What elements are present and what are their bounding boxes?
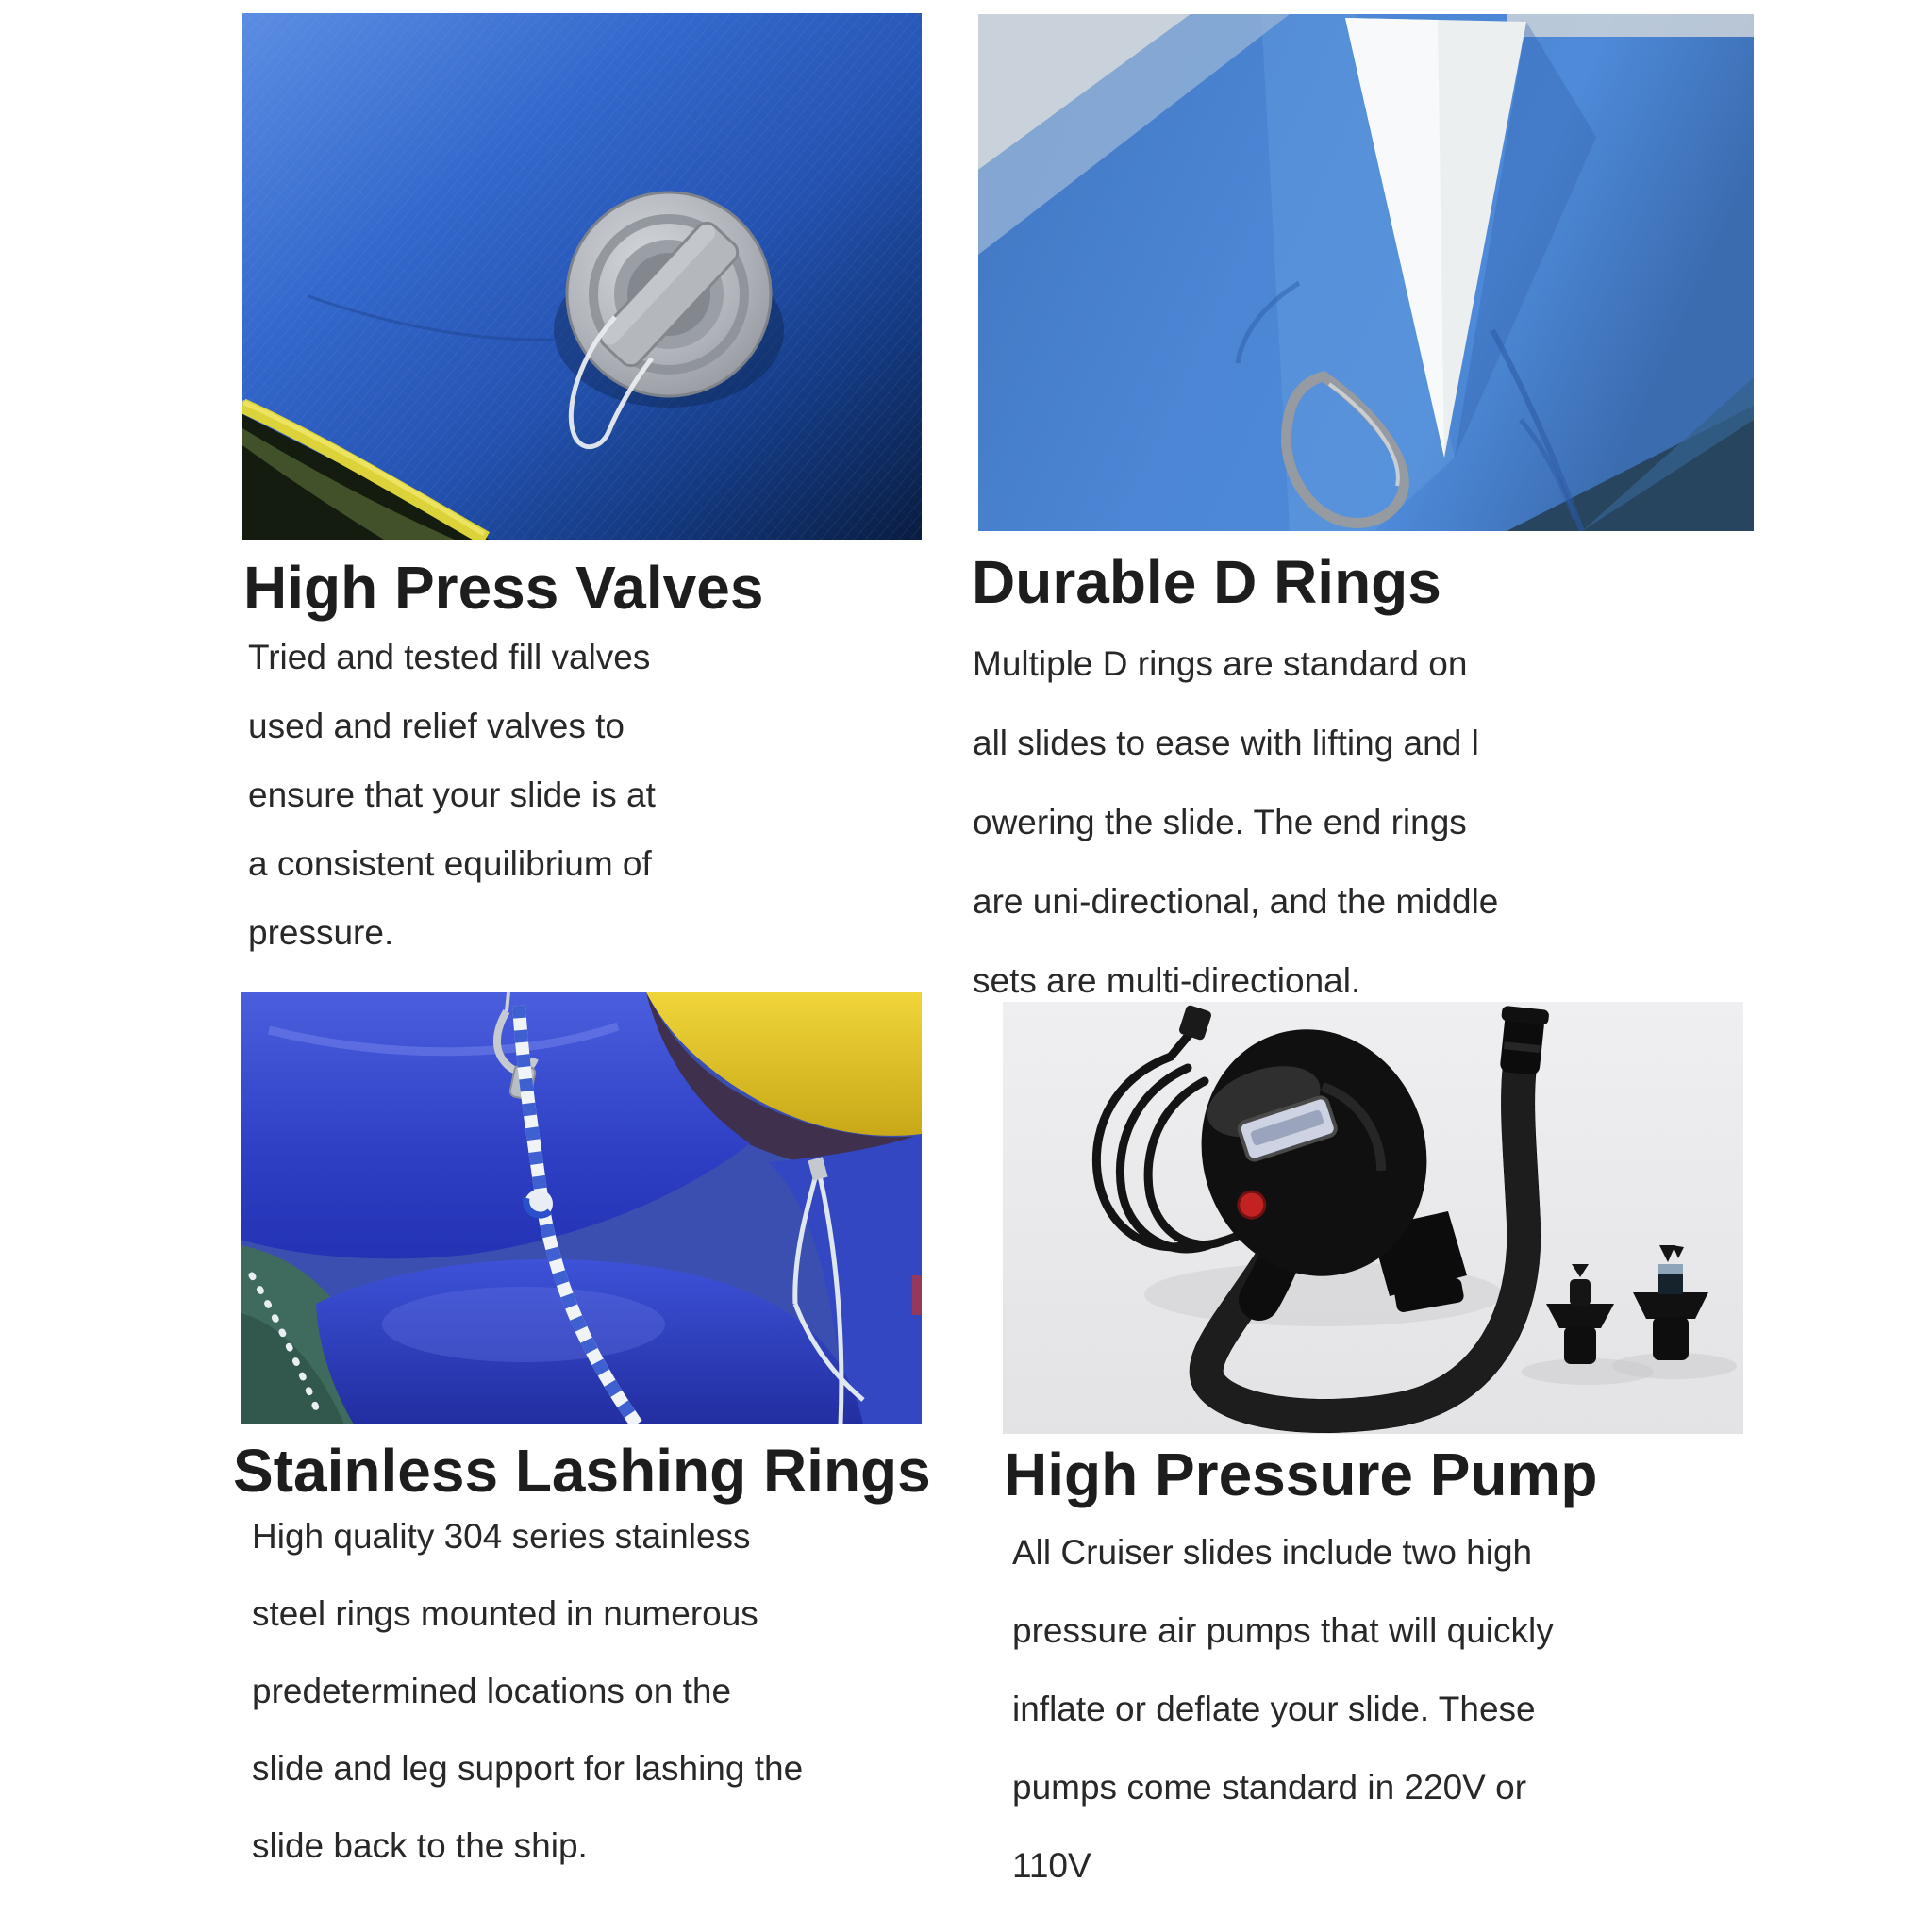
feature-line: sets are multi-directional. [973, 961, 1361, 1000]
section-title-pump: High Pressure Pump [1004, 1441, 1598, 1508]
feature-line: slide and leg support for lashing the [252, 1749, 804, 1788]
d-ring-photo [978, 14, 1754, 531]
feature-line: Tried and tested fill valves [248, 638, 651, 676]
section-title-valves: High Press Valves [243, 554, 764, 622]
feature-line: slide back to the ship. [252, 1826, 588, 1865]
feature-line: owering the slide. The end rings [973, 803, 1467, 841]
air-pump-photo [1003, 1002, 1743, 1434]
feature-line: High quality 304 series stainless [252, 1517, 751, 1556]
feature-line: pressure air pumps that will quickly [1012, 1611, 1554, 1650]
valve-cap [567, 192, 771, 396]
feature-line: predetermined locations on the [252, 1672, 732, 1710]
feature-line: pressure. [248, 913, 394, 952]
feature-line: used and relief valves to [248, 707, 625, 745]
section-text-drings [973, 625, 1498, 1021]
feature-line: pumps come standard in 220V or [1012, 1768, 1527, 1807]
feature-line: steel rings mounted in numerous [252, 1594, 758, 1633]
feature-line: a consistent equilibrium of [248, 844, 652, 883]
section-text-valves [248, 623, 656, 967]
inflation-valve-photo [242, 13, 922, 540]
section-title-lashing: Stainless Lashing Rings [233, 1437, 931, 1505]
feature-line: 110V [1012, 1846, 1091, 1885]
lashing-rings-photo [241, 992, 922, 1424]
section-text-pump [1012, 1513, 1554, 1905]
feature-line: All Cruiser slides include two high [1012, 1533, 1533, 1572]
feature-line: are uni-directional, and the middle [973, 882, 1499, 921]
section-title-drings: Durable D Rings [972, 548, 1441, 616]
feature-line: Multiple D rings are standard on [973, 644, 1468, 683]
feature-line: all slides to ease with lifting and l [973, 724, 1479, 762]
section-text-lashing [252, 1498, 803, 1885]
feature-line: inflate or deflate your slide. These [1012, 1690, 1536, 1728]
feature-line: ensure that your slide is at [248, 775, 656, 814]
